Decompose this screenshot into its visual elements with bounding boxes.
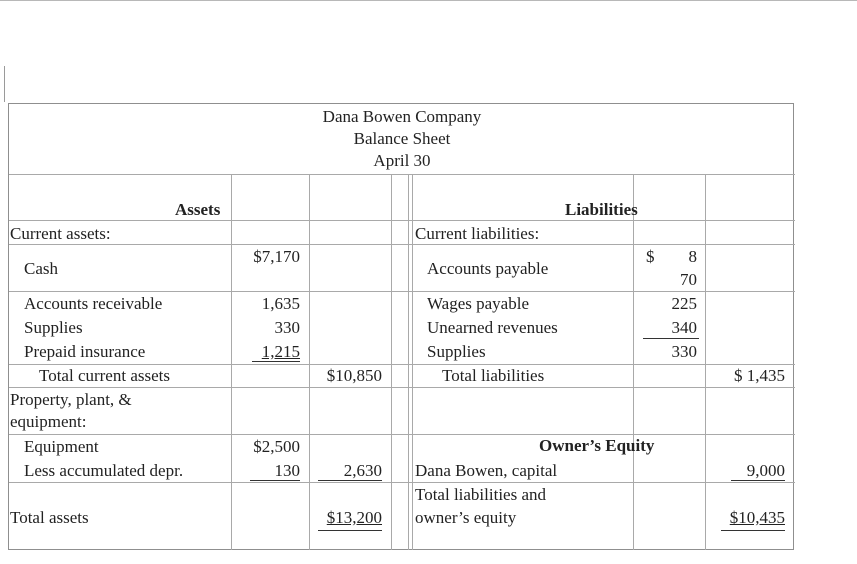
grid-line	[9, 387, 795, 388]
equipment-label: Equipment	[24, 437, 99, 456]
accounts-payable-value-top: 8	[688, 247, 697, 266]
underline	[318, 480, 382, 481]
accounts-payable-value-bottom: 70	[680, 270, 697, 289]
grid-line	[9, 174, 795, 175]
total-current-assets-value: $10,850	[326, 366, 382, 385]
total-liabilities-value: $ 1,435	[734, 366, 785, 385]
balance-sheet-table	[8, 103, 794, 550]
prepaid-insurance-label: Prepaid insurance	[24, 342, 146, 361]
owner-capital-value: 9,000	[746, 461, 785, 480]
current-liabilities-label: Current liabilities:	[415, 224, 540, 243]
accounts-payable-label: Accounts payable	[427, 259, 549, 278]
total-liabilities-equity-label-continued: owner’s equity	[415, 508, 517, 527]
grid-line	[9, 482, 795, 483]
total-assets-label: Total assets	[10, 508, 89, 527]
total-assets-value: $13,200	[326, 508, 382, 527]
current-assets-label: Current assets:	[10, 224, 111, 243]
grid-line	[9, 291, 795, 292]
text-cursor-mark	[4, 66, 5, 102]
supplies-label: Supplies	[24, 318, 83, 337]
total-current-assets-label: Total current assets	[39, 366, 170, 385]
grid-line	[412, 174, 413, 550]
statement-title: Balance Sheet	[353, 129, 451, 148]
unearned-revenues-value: 340	[671, 318, 697, 337]
grid-line	[391, 174, 392, 550]
cash-label: Cash	[24, 259, 58, 278]
prepaid-insurance-value: 1,215	[261, 342, 300, 361]
accumulated-depreciation-value: 130	[274, 461, 300, 480]
double-underline	[721, 530, 785, 531]
cash-value: $7,170	[253, 247, 300, 266]
underline	[731, 480, 785, 481]
accounts-payable-dollar: $	[646, 247, 655, 266]
grid-line	[309, 174, 310, 550]
grid-line	[633, 174, 634, 550]
company-name: Dana Bowen Company	[322, 107, 482, 126]
owners-equity-heading: Owner’s Equity	[539, 436, 655, 455]
ppe-label-continued: equipment:	[10, 412, 87, 431]
supplies-liability-value: 330	[671, 342, 697, 361]
statement-date: April 30	[373, 151, 431, 170]
accumulated-depreciation-label: Less accumulated depr.	[24, 461, 184, 480]
grid-line	[9, 244, 795, 245]
accounts-receivable-label: Accounts receivable	[24, 294, 163, 313]
unearned-revenues-label: Unearned revenues	[427, 318, 558, 337]
double-underline	[318, 530, 382, 531]
owner-capital-label: Dana Bowen, capital	[415, 461, 558, 480]
supplies-value: 330	[274, 318, 300, 337]
grid-line	[9, 434, 795, 435]
grid-line	[9, 364, 795, 365]
grid-line	[231, 174, 232, 550]
equipment-value: $2,500	[253, 437, 300, 456]
total-liabilities-label: Total liabilities	[442, 366, 545, 385]
window-top-border	[0, 0, 857, 1]
underline	[252, 361, 300, 362]
grid-line	[408, 174, 409, 550]
total-liabilities-equity-label: Total liabilities and	[415, 485, 547, 504]
total-liabilities-equity-value: $10,435	[729, 508, 785, 527]
liabilities-heading: Liabilities	[565, 200, 638, 219]
wages-payable-label: Wages payable	[427, 294, 529, 313]
supplies-liability-label: Supplies	[427, 342, 486, 361]
wages-payable-value: 225	[671, 294, 697, 313]
ppe-net-value: 2,630	[343, 461, 382, 480]
accounts-receivable-value: 1,635	[261, 294, 300, 313]
grid-line	[9, 220, 795, 221]
assets-heading: Assets	[175, 200, 221, 219]
underline	[250, 480, 300, 481]
ppe-label: Property, plant, &	[10, 390, 132, 409]
underline	[643, 338, 699, 339]
grid-line	[705, 174, 706, 550]
